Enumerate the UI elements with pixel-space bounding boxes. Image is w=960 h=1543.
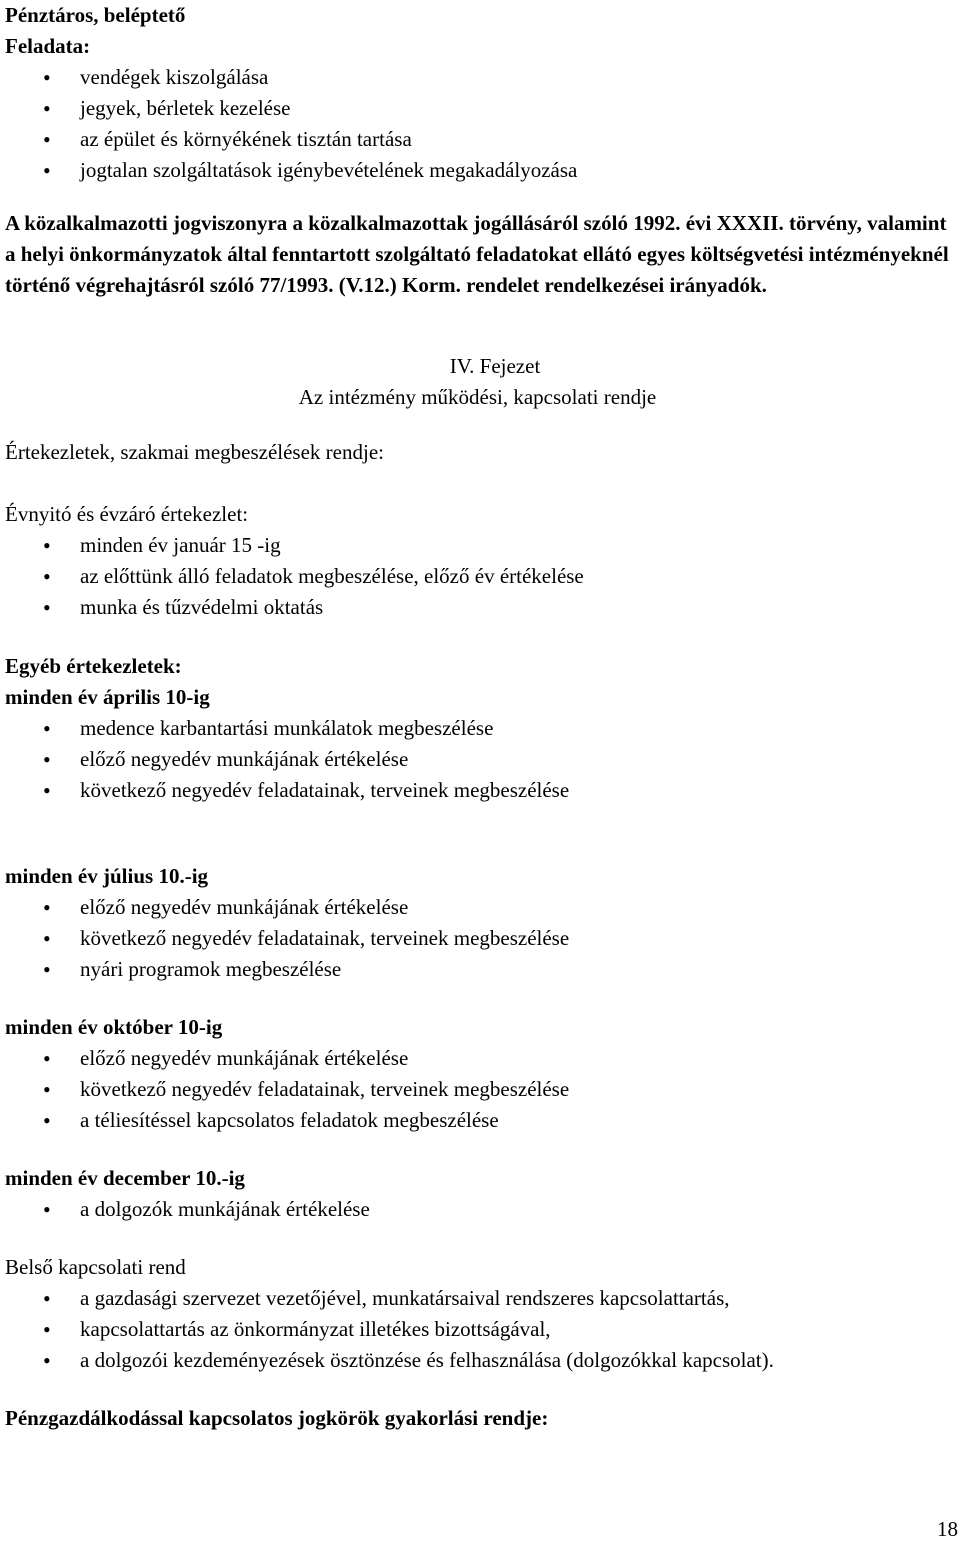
- internal-relations-list: [5, 1283, 950, 1376]
- list-item: • nyári programok megbeszélése: [5, 954, 950, 985]
- list-item: • vendégek kiszolgálása: [5, 62, 950, 93]
- list-item: • jogtalan szolgáltatások igénybevételének megakadályozása: [5, 155, 950, 186]
- chapter-header: [5, 351, 950, 413]
- list-item: • a dolgozói kezdeményezések ösztönzése és felhasználása (dolgozókkal kapcsolat).: [5, 1345, 950, 1376]
- list-item: • következő negyedév feladatainak, terveinek megbeszélése: [5, 775, 950, 806]
- october-list: [5, 1043, 950, 1136]
- list-item: • előző negyedév munkájának értékelése: [5, 892, 950, 923]
- list-item: • kapcsolattartás az önkormányzat illetékes bizottságával,: [5, 1314, 950, 1345]
- list-item: • az előttünk álló feladatok megbeszélése, előző év értékelése: [5, 561, 950, 592]
- list-item: • a gazdasági szervezet vezetőjével, munkatársaival rendszeres kapcsolattartás,: [5, 1283, 950, 1314]
- december-list: [5, 1194, 950, 1225]
- document-page: [5, 0, 950, 1434]
- annual-meeting-list: [5, 530, 950, 623]
- role-title: Pénztáros, beléptető: [5, 3, 186, 27]
- page-number: 18: [937, 1517, 958, 1541]
- list-item: • az épület és környékének tisztán tartása: [5, 124, 950, 155]
- other-meetings-heading: Egyéb értekezletek:: [5, 654, 182, 678]
- finance-heading: Pénzgazdálkodással kapcsolatos jogkörök gyakorlási rendje:: [5, 1406, 549, 1430]
- list-item: • jegyek, bérletek kezelése: [5, 93, 950, 124]
- internal-relations-heading: Belső kapcsolati rend: [5, 1255, 186, 1279]
- tasks-label: Feladata:: [5, 34, 91, 58]
- tasks-list: [5, 62, 950, 186]
- april-list: [5, 713, 950, 806]
- july-heading: minden év július 10.-ig: [5, 864, 209, 888]
- annual-meeting-heading: Évnyitó és évzáró értekezlet:: [5, 502, 249, 526]
- meetings-heading: Értekezletek, szakmai megbeszélések rendje:: [5, 440, 384, 464]
- list-item: • a dolgozók munkájának értékelése: [5, 1194, 950, 1225]
- chapter-title: Az intézmény működési, kapcsolati rendje: [298, 385, 657, 409]
- list-item: • munka és tűzvédelmi oktatás: [5, 592, 950, 623]
- list-item: • következő negyedév feladatainak, terveinek megbeszélése: [5, 923, 950, 954]
- december-heading: minden év december 10.-ig: [5, 1166, 245, 1190]
- october-heading: minden év október 10-ig: [5, 1015, 223, 1039]
- list-item: • előző negyedév munkájának értékelése: [5, 744, 950, 775]
- july-list: [5, 892, 950, 985]
- legal-paragraph: A közalkalmazotti jogviszonyra a közalkalmazottak jogállásáról szóló 1992. évi XXXII. törvény, valamint a helyi önkormányzatok által fenntartott szolgáltató feladatokat ellátó egyes költségvetési intézményeknél történő végrehajtásról szóló 77/1993. (V.12.) Korm. rendelet rendelkezései irányadók.: [5, 211, 949, 297]
- list-item: • minden év január 15 -ig: [5, 530, 950, 561]
- list-item: • a téliesítéssel kapcsolatos feladatok megbeszélése: [5, 1105, 950, 1136]
- list-item: • előző negyedév munkájának értékelése: [5, 1043, 950, 1074]
- intro-section: [5, 0, 950, 301]
- april-heading: minden év április 10-ig: [5, 685, 210, 709]
- list-item: • medence karbantartási munkálatok megbeszélése: [5, 713, 950, 744]
- list-item: • következő negyedév feladatainak, terveinek megbeszélése: [5, 1074, 950, 1105]
- chapter-number: IV. Fejezet: [449, 354, 541, 378]
